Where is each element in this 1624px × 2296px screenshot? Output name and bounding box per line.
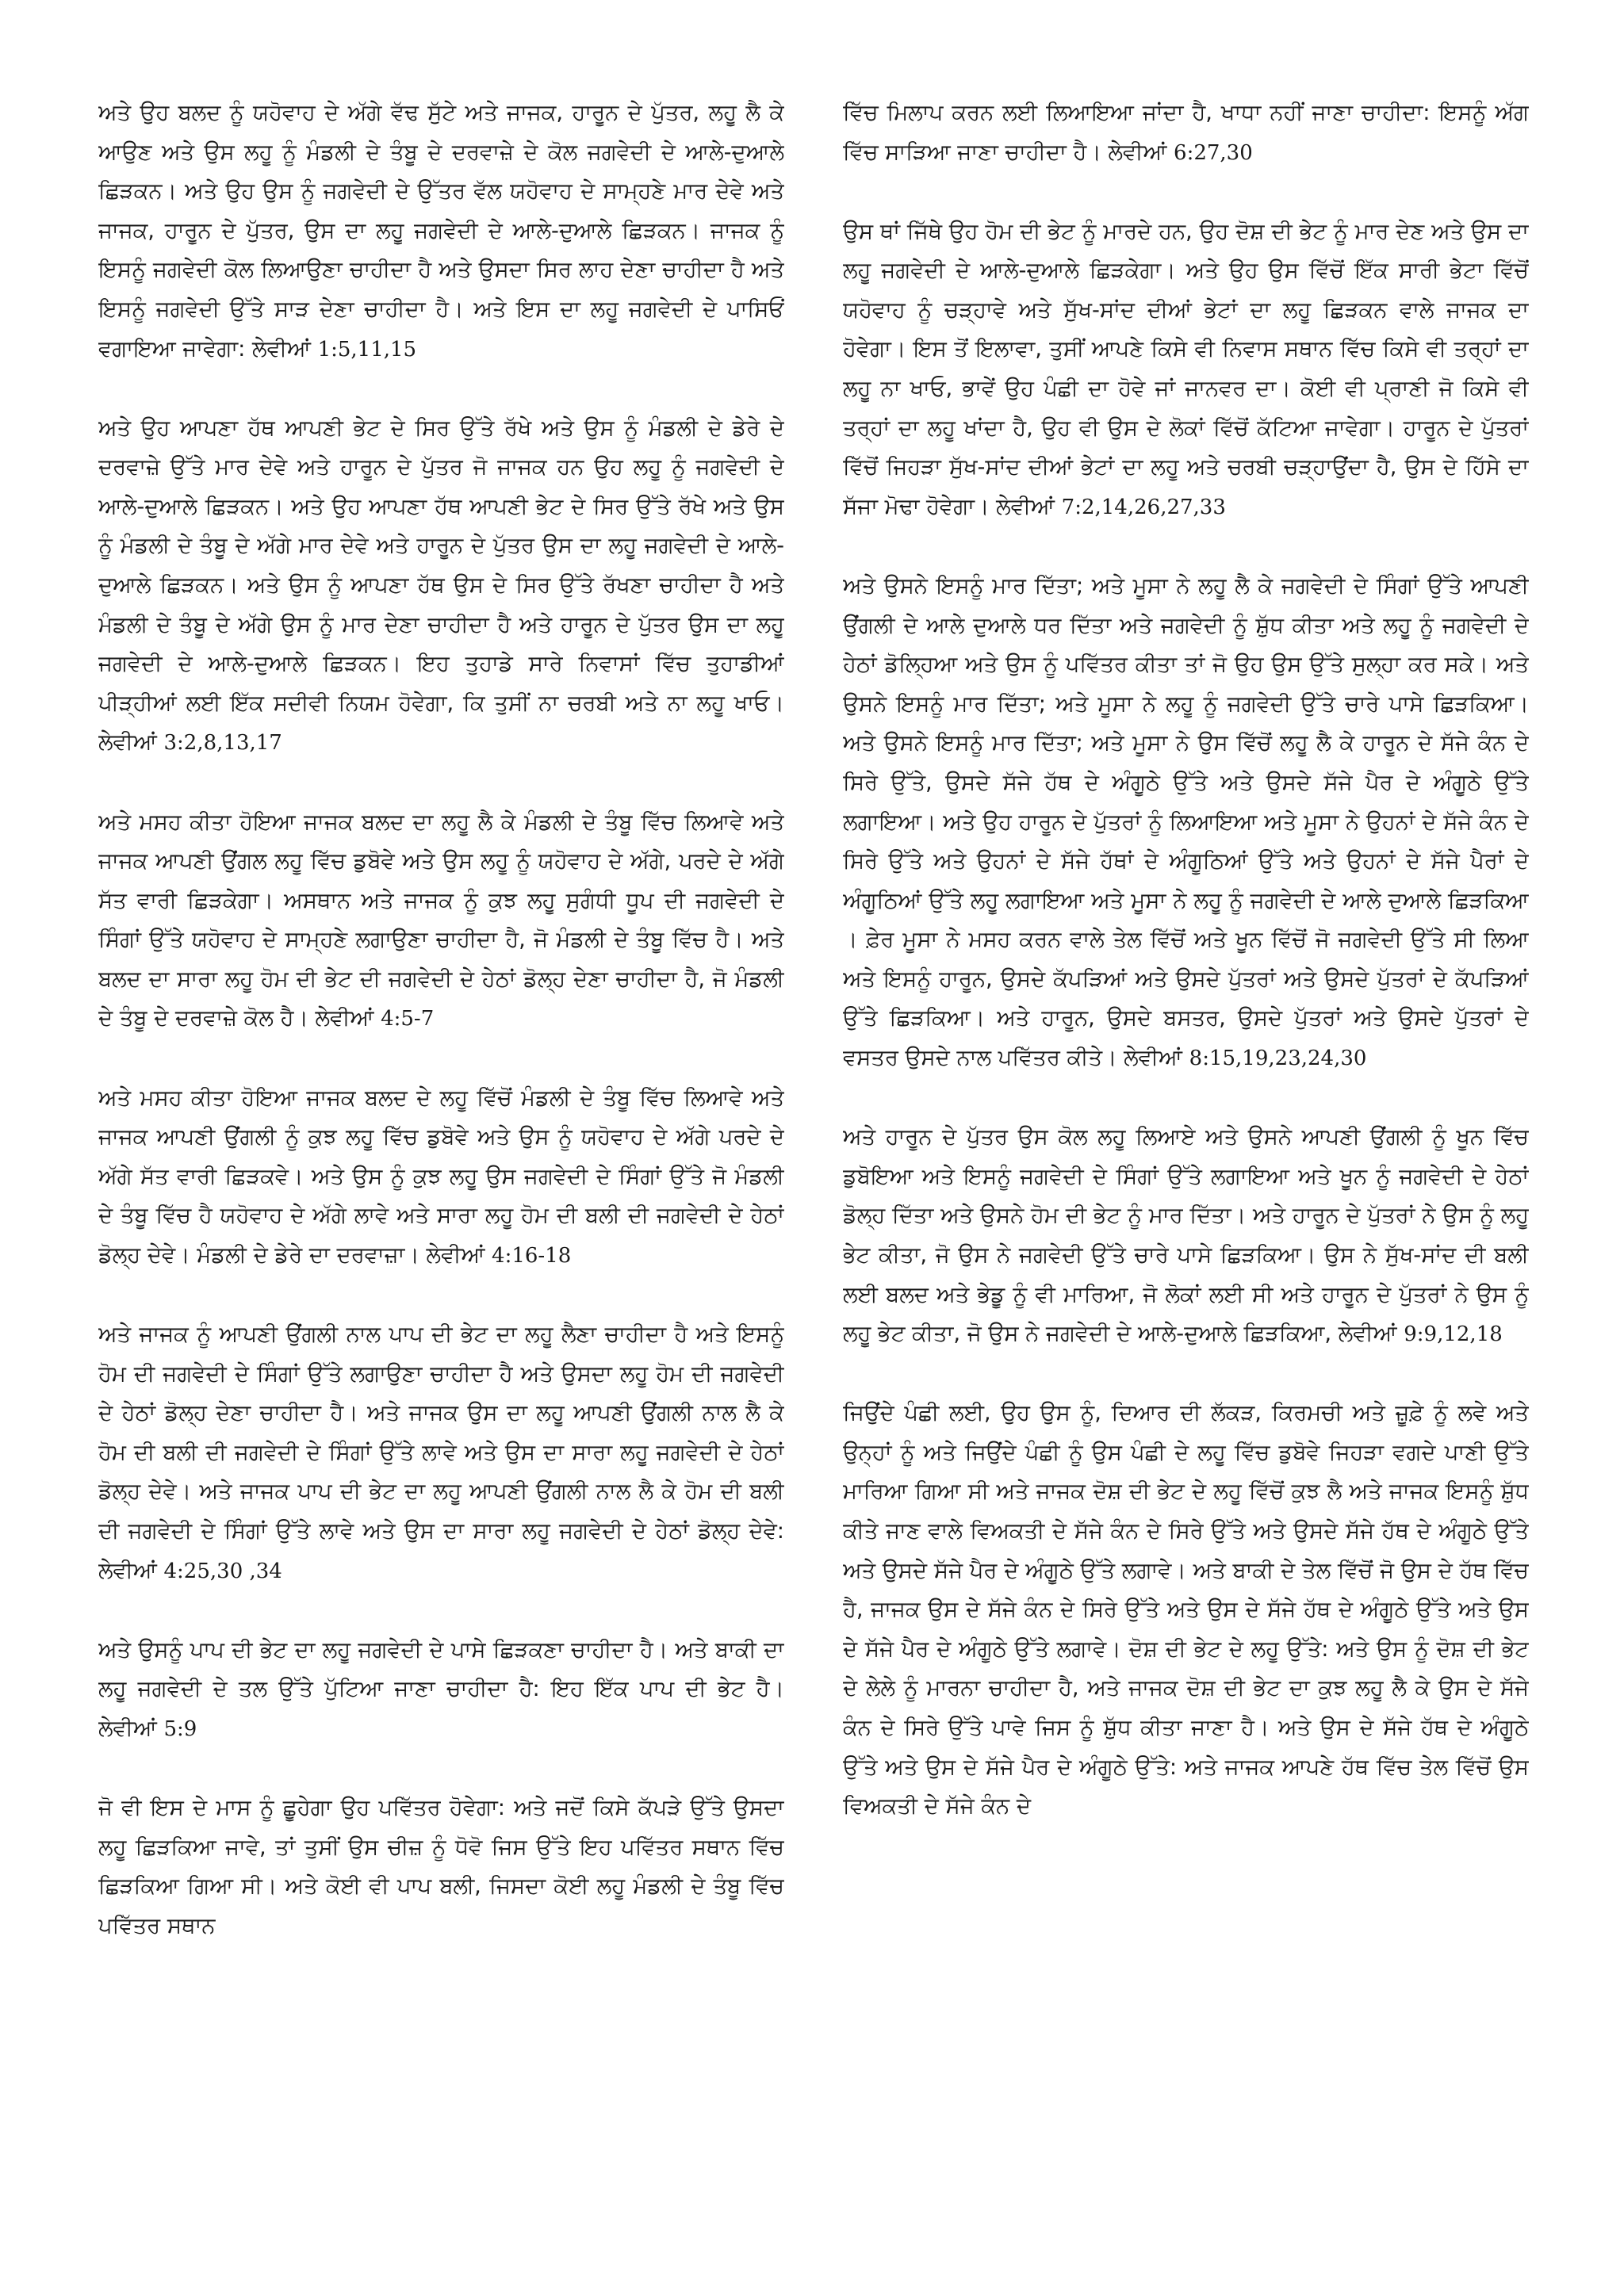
paragraph-text: ਵਿੱਚ ਮਿਲਾਪ ਕਰਨ ਲਈ ਲਿਆਇਆ ਜਾਂਦਾ ਹੈ, ਖਾਧਾ ਨਹੀਂ ਜਾਣਾ ਚਾਹੀਦਾ: ਇਸਨੂੰ ਅੱਗ ਵਿੱਚ ਸਾੜਿਆ ਜਾਣਾ ਚਾਹੀਦਾ ਹੈ। ਲੇਵੀਆਂ: [843, 101, 1529, 165]
verse-reference: 9:9,12,18: [1404, 1322, 1503, 1347]
paragraph-text: ਅਤੇ ਮਸਹ ਕੀਤਾ ਹੋਇਆ ਜਾਜਕ ਬਲਦ ਦੇ ਲਹੂ ਵਿੱਚੋਂ ਮੰਡਲੀ ਦੇ ਤੰਬੂ ਵਿੱਚ ਲਿਆਵੇ ਅਤੇ ਜਾਜਕ ਆਪਣੀ ਉਂਗਲੀ ਨੂੰ ਕੁਝ ਲਹੂ ਵਿੱਚ ਡੁਬੋਵੇ ਅਤੇ ਉਸ ਨੂੰ ਯਹੋਵਾਹ ਦੇ ਅੱਗੇ ਪਰਦੇ ਦੇ ਅੱਗੇ ਸੱਤ ਵਾਰੀ ਛਿੜਕਵੇ। ਅਤੇ ਉਸ ਨੂੰ ਕੁਝ ਲਹੂ ਉਸ ਜਗਵੇਦੀ ਦੇ ਸਿੰਗਾਂ ਉੱਤੇ ਜੋ ਮੰਡਲੀ ਦੇ ਤੰਬੂ ਵਿੱਚ ਹੈ ਯਹੋਵਾਹ ਦੇ ਅੱਗੇ ਲਾਵੇ ਅਤੇ ਸਾਰਾ ਲਹੂ ਹੋਮ ਦੀ ਬਲੀ ਦੀ ਜਗਵੇਦੀ ਦੇ ਹੇਠਾਂ ਡੋਲ੍ਹ ਦੇਵੇ। ਮੰਡਲੀ ਦੇ ਡੇਰੇ ਦਾ ਦਰਵਾਜ਼ਾ। ਲੇਵੀਆਂ: [98, 1085, 784, 1268]
paragraph-text: ਅਤੇ ਮਸਹ ਕੀਤਾ ਹੋਇਆ ਜਾਜਕ ਬਲਦ ਦਾ ਲਹੂ ਲੈ ਕੇ ਮੰਡਲੀ ਦੇ ਤੰਬੂ ਵਿੱਚ ਲਿਆਵੇ ਅਤੇ ਜਾਜਕ ਆਪਣੀ ਉਂਗਲ ਲਹੂ ਵਿੱਚ ਡੁਬੋਵੇ ਅਤੇ ਉਸ ਲਹੂ ਨੂੰ ਯਹੋਵਾਹ ਦੇ ਅੱਗੇ, ਪਰਦੇ ਦੇ ਅੱਗੇ ਸੱਤ ਵਾਰੀ ਛਿੜਕੇਗਾ। ਅਸਥਾਨ ਅਤੇ ਜਾਜਕ ਨੂੰ ਕੁਝ ਲਹੂ ਸੁਗੰਧੀ ਧੂਪ ਦੀ ਜਗਵੇਦੀ ਦੇ ਸਿੰਗਾਂ ਉੱਤੇ ਯਹੋਵਾਹ ਦੇ ਸਾਮ੍ਹਣੇ ਲਗਾਉਣਾ ਚਾਹੀਦਾ ਹੈ, ਜੋ ਮੰਡਲੀ ਦੇ ਤੰਬੂ ਵਿੱਚ ਹੈ। ਅਤੇ ਬਲਦ ਦਾ ਸਾਰਾ ਲਹੂ ਹੋਮ ਦੀ ਭੇਟ ਦੀ ਜਗਵੇਦੀ ਦੇ ਹੇਠਾਂ ਡੋਲ੍ਹ ਦੇਣਾ ਚਾਹੀਦਾ ਹੈ, ਜੋ ਮੰਡਲੀ ਦੇ ਤੰਬੂ ਦੇ ਦਰਵਾਜ਼ੇ ਕੋਲ ਹੈ। ਲੇਵੀਆਂ: [98, 809, 784, 1031]
verse-reference: 3:2,8,13,17: [163, 731, 282, 756]
paragraph: [843, 1394, 1529, 1827]
verse-reference: 5:9: [163, 1716, 197, 1741]
verse-reference: 4:5-7: [381, 1007, 435, 1031]
paragraph-text: ਉਸ ਥਾਂ ਜਿੱਥੇ ਉਹ ਹੋਮ ਦੀ ਭੇਟ ਨੂੰ ਮਾਰਦੇ ਹਨ, ਉਹ ਦੋਸ਼ ਦੀ ਭੇਟ ਨੂੰ ਮਾਰ ਦੇਣ ਅਤੇ ਉਸ ਦਾ ਲਹੂ ਜਗਵੇਦੀ ਦੇ ਆਲੇ-ਦੁਆਲੇ ਛਿੜਕੇਗਾ। ਅਤੇ ਉਹ ਉਸ ਵਿੱਚੋਂ ਇੱਕ ਸਾਰੀ ਭੇਟਾ ਵਿੱਚੋਂ ਯਹੋਵਾਹ ਨੂੰ ਚੜ੍ਹਾਵੇ ਅਤੇ ਸੁੱਖ-ਸਾਂਦ ਦੀਆਂ ਭੇਟਾਂ ਦਾ ਲਹੂ ਛਿੜਕਨ ਵਾਲੇ ਜਾਜਕ ਦਾ ਹੋਵੇਗਾ। ਇਸ ਤੋਂ ਇਲਾਵਾ, ਤੁਸੀਂ ਆਪਣੇ ਕਿਸੇ ਵੀ ਨਿਵਾਸ ਸਥਾਨ ਵਿੱਚ ਕਿਸੇ ਵੀ ਤਰ੍ਹਾਂ ਦਾ ਲਹੂ ਨਾ ਖਾਓ, ਭਾਵੇਂ ਉਹ ਪੰਛੀ ਦਾ ਹੋਵੇ ਜਾਂ ਜਾਨਵਰ ਦਾ। ਕੋਈ ਵੀ ਪ੍ਰਾਣੀ ਜੋ ਕਿਸੇ ਵੀ ਤਰ੍ਹਾਂ ਦਾ ਲਹੂ ਖਾਂਦਾ ਹੈ, ਉਹ ਵੀ ਉਸ ਦੇ ਲੋਕਾਂ ਵਿੱਚੋਂ ਕੱਟਿਆ ਜਾਵੇਗਾ। ਹਾਰੂਨ ਦੇ ਪੁੱਤਰਾਂ ਵਿੱਚੋਂ ਜਿਹੜਾ ਸੁੱਖ-ਸਾਂਦ ਦੀਆਂ ਭੇਟਾਂ ਦਾ ਲਹੂ ਅਤੇ ਚਰਬੀ ਚੜ੍ਹਾਉਂਦਾ ਹੈ, ਉਸ ਦੇ ਹਿੱਸੇ ਦਾ ਸੱਜਾ ਮੋਢਾ ਹੋਵੇਗਾ। ਲੇਵੀਆਂ: [843, 219, 1529, 519]
paragraph: [843, 1118, 1529, 1355]
left-column: [98, 94, 784, 2233]
verse-reference: 6:27,30: [1174, 140, 1253, 165]
paragraph: [98, 1631, 784, 1750]
verse-reference: 4:25,30 ,34: [163, 1559, 282, 1583]
paragraph-text: ਜਿਉਂਦੇ ਪੰਛੀ ਲਈ, ਉਹ ਉਸ ਨੂੰ, ਦਿਆਰ ਦੀ ਲੱਕੜ, ਕਿਰਮਚੀ ਅਤੇ ਜ਼ੂਫ਼ੇ ਨੂੰ ਲਵੇ ਅਤੇ ਉਨ੍ਹਾਂ ਨੂੰ ਅਤੇ ਜਿਉਂਦੇ ਪੰਛੀ ਨੂੰ ਉਸ ਪੰਛੀ ਦੇ ਲਹੂ ਵਿੱਚ ਡੁਬੋਵੇ ਜਿਹੜਾ ਵਗਦੇ ਪਾਣੀ ਉੱਤੇ ਮਾਰਿਆ ਗਿਆ ਸੀ ਅਤੇ ਜਾਜਕ ਦੋਸ਼ ਦੀ ਭੇਟ ਦੇ ਲਹੂ ਵਿੱਚੋਂ ਕੁਝ ਲੈ ਅਤੇ ਜਾਜਕ ਇਸਨੂੰ ਸ਼ੁੱਧ ਕੀਤੇ ਜਾਣ ਵਾਲੇ ਵਿਅਕਤੀ ਦੇ ਸੱਜੇ ਕੰਨ ਦੇ ਸਿਰੇ ਉੱਤੇ ਅਤੇ ਉਸਦੇ ਸੱਜੇ ਹੱਥ ਦੇ ਅੰਗੂਠੇ ਉੱਤੇ ਅਤੇ ਉਸਦੇ ਸੱਜੇ ਪੈਰ ਦੇ ਅੰਗੂਠੇ ਉੱਤੇ ਲਗਾਵੇ। ਅਤੇ ਬਾਕੀ ਦੇ ਤੇਲ ਵਿੱਚੋਂ ਜੋ ਉਸ ਦੇ ਹੱਥ ਵਿੱਚ ਹੈ, ਜਾਜਕ ਉਸ ਦੇ ਸੱਜੇ ਕੰਨ ਦੇ ਸਿਰੇ ਉੱਤੇ ਅਤੇ ਉਸ ਦੇ ਸੱਜੇ ਹੱਥ ਦੇ ਅੰਗੂਠੇ ਉੱਤੇ ਅਤੇ ਉਸ ਦੇ ਸੱਜੇ ਪੈਰ ਦੇ ਅੰਗੂਠੇ ਉੱਤੇ ਲਗਾਵੇ। ਦੋਸ਼ ਦੀ ਭੇਟ ਦੇ ਲਹੂ ਉੱਤੇ: ਅਤੇ ਉਸ ਨੂੰ ਦੋਸ਼ ਦੀ ਭੇਟ ਦੇ ਲੇਲੇ ਨੂੰ ਮਾਰਨਾ ਚਾਹੀਦਾ ਹੈ, ਅਤੇ ਜਾਜਕ ਦੋਸ਼ ਦੀ ਭੇਟ ਦਾ ਕੁਝ ਲਹੂ ਲੈ ਕੇ ਉਸ ਦੇ ਸੱਜੇ ਕੰਨ ਦੇ ਸਿਰੇ ਉੱਤੇ ਪਾਵੇ ਜਿਸ ਨੂੰ ਸ਼ੁੱਧ ਕੀਤਾ ਜਾਣਾ ਹੈ। ਅਤੇ ਉਸ ਦੇ ਸੱਜੇ ਹੱਥ ਦੇ ਅੰਗੂਠੇ ਉੱਤੇ ਅਤੇ ਉਸ ਦੇ ਸੱਜੇ ਪੈਰ ਦੇ ਅੰਗੂਠੇ ਉੱਤੇ: ਅਤੇ ਜਾਜਕ ਆਪਣੇ ਹੱਥ ਵਿੱਚ ਤੇਲ ਵਿੱਚੋਂ ਉਸ ਵਿਅਕਤੀ ਦੇ ਸੱਜੇ ਕੰਨ ਦੇ: [843, 1401, 1529, 1820]
paragraph-text: ਅਤੇ ਉਹ ਬਲਦ ਨੂੰ ਯਹੋਵਾਹ ਦੇ ਅੱਗੇ ਵੱਢ ਸੁੱਟੇ ਅਤੇ ਜਾਜਕ, ਹਾਰੂਨ ਦੇ ਪੁੱਤਰ, ਲਹੂ ਲੈ ਕੇ ਆਉਣ ਅਤੇ ਉਸ ਲਹੂ ਨੂੰ ਮੰਡਲੀ ਦੇ ਤੰਬੂ ਦੇ ਦਰਵਾਜ਼ੇ ਦੇ ਕੋਲ ਜਗਵੇਦੀ ਦੇ ਆਲੇ-ਦੁਆਲੇ ਛਿੜਕਨ। ਅਤੇ ਉਹ ਉਸ ਨੂੰ ਜਗਵੇਦੀ ਦੇ ਉੱਤਰ ਵੱਲ ਯਹੋਵਾਹ ਦੇ ਸਾਮ੍ਹਣੇ ਮਾਰ ਦੇਵੇ ਅਤੇ ਜਾਜਕ, ਹਾਰੂਨ ਦੇ ਪੁੱਤਰ, ਉਸ ਦਾ ਲਹੂ ਜਗਵੇਦੀ ਦੇ ਆਲੇ-ਦੁਆਲੇ ਛਿੜਕਨ। ਜਾਜਕ ਨੂੰ ਇਸਨੂੰ ਜਗਵੇਦੀ ਕੋਲ ਲਿਆਉਣਾ ਚਾਹੀਦਾ ਹੈ ਅਤੇ ਉਸਦਾ ਸਿਰ ਲਾਹ ਦੇਣਾ ਚਾਹੀਦਾ ਹੈ ਅਤੇ ਇਸਨੂੰ ਜਗਵੇਦੀ ਉੱਤੇ ਸਾੜ ਦੇਣਾ ਚਾਹੀਦਾ ਹੈ। ਅਤੇ ਇਸ ਦਾ ਲਹੂ ਜਗਵੇਦੀ ਦੇ ਪਾਸਿਓਂ ਵਗਾਇਆ ਜਾਵੇਗਾ: ਲੇਵੀਆਂ: [98, 101, 784, 362]
paragraph: [843, 94, 1529, 173]
paragraph: [98, 94, 784, 369]
paragraph-text: ਅਤੇ ਉਸਨੂੰ ਪਾਪ ਦੀ ਭੇਟ ਦਾ ਲਹੂ ਜਗਵੇਦੀ ਦੇ ਪਾਸੇ ਛਿੜਕਣਾ ਚਾਹੀਦਾ ਹੈ। ਅਤੇ ਬਾਕੀ ਦਾ ਲਹੂ ਜਗਵੇਦੀ ਦੇ ਤਲ ਉੱਤੇ ਪੁੱਟਿਆ ਜਾਣਾ ਚਾਹੀਦਾ ਹੈ: ਇਹ ਇੱਕ ਪਾਪ ਦੀ ਭੇਟ ਹੈ। ਲੇਵੀਆਂ: [98, 1637, 784, 1741]
paragraph: [843, 567, 1529, 1079]
paragraph: [98, 1079, 784, 1276]
paragraph: [98, 1789, 784, 1946]
right-column: [843, 94, 1529, 2233]
paragraph-text: ਅਤੇ ਉਸਨੇ ਇਸਨੂੰ ਮਾਰ ਦਿੱਤਾ; ਅਤੇ ਮੂਸਾ ਨੇ ਲਹੂ ਲੈ ਕੇ ਜਗਵੇਦੀ ਦੇ ਸਿੰਗਾਂ ਉੱਤੇ ਆਪਣੀ ਉਂਗਲੀ ਦੇ ਆਲੇ ਦੁਆਲੇ ਧਰ ਦਿੱਤਾ ਅਤੇ ਜਗਵੇਦੀ ਨੂੰ ਸ਼ੁੱਧ ਕੀਤਾ ਅਤੇ ਲਹੂ ਨੂੰ ਜਗਵੇਦੀ ਦੇ ਹੇਠਾਂ ਡੋਲ੍ਹਿਆ ਅਤੇ ਉਸ ਨੂੰ ਪਵਿੱਤਰ ਕੀਤਾ ਤਾਂ ਜੋ ਉਹ ਉਸ ਉੱਤੇ ਸੁਲ੍ਹਾ ਕਰ ਸਕੇ। ਅਤੇ ਉਸਨੇ ਇਸਨੂੰ ਮਾਰ ਦਿੱਤਾ; ਅਤੇ ਮੂਸਾ ਨੇ ਲਹੂ ਨੂੰ ਜਗਵੇਦੀ ਉੱਤੇ ਚਾਰੇ ਪਾਸੇ ਛਿੜਕਿਆ। ਅਤੇ ਉਸਨੇ ਇਸਨੂੰ ਮਾਰ ਦਿੱਤਾ; ਅਤੇ ਮੂਸਾ ਨੇ ਉਸ ਵਿੱਚੋਂ ਲਹੂ ਲੈ ਕੇ ਹਾਰੂਨ ਦੇ ਸੱਜੇ ਕੰਨ ਦੇ ਸਿਰੇ ਉੱਤੇ, ਉਸਦੇ ਸੱਜੇ ਹੱਥ ਦੇ ਅੰਗੂਠੇ ਉੱਤੇ ਅਤੇ ਉਸਦੇ ਸੱਜੇ ਪੈਰ ਦੇ ਅੰਗੂਠੇ ਉੱਤੇ ਲਗਾਇਆ। ਅਤੇ ਉਹ ਹਾਰੂਨ ਦੇ ਪੁੱਤਰਾਂ ਨੂੰ ਲਿਆਇਆ ਅਤੇ ਮੂਸਾ ਨੇ ਉਹਨਾਂ ਦੇ ਸੱਜੇ ਕੰਨ ਦੇ ਸਿਰੇ ਉੱਤੇ ਅਤੇ ਉਹਨਾਂ ਦੇ ਸੱਜੇ ਹੱਥਾਂ ਦੇ ਅੰਗੂਠਿਆਂ ਉੱਤੇ ਅਤੇ ਉਹਨਾਂ ਦੇ ਸੱਜੇ ਪੈਰਾਂ ਦੇ ਅੰਗੂਠਿਆਂ ਉੱਤੇ ਲਹੂ ਲਗਾਇਆ ਅਤੇ ਮੂਸਾ ਨੇ ਲਹੂ ਨੂੰ ਜਗਵੇਦੀ ਦੇ ਆਲੇ ਦੁਆਲੇ ਛਿੜਕਿਆ । ਫ਼ੇਰ ਮੂਸਾ ਨੇ ਮਸਹ ਕਰਨ ਵਾਲੇ ਤੇਲ ਵਿੱਚੋਂ ਅਤੇ ਖੂਨ ਵਿੱਚੋਂ ਜੋ ਜਗਵੇਦੀ ਉੱਤੇ ਸੀ ਲਿਆ ਅਤੇ ਇਸਨੂੰ ਹਾਰੂਨ, ਉਸਦੇ ਕੱਪੜਿਆਂ ਅਤੇ ਉਸਦੇ ਪੁੱਤਰਾਂ ਅਤੇ ਉਸਦੇ ਪੁੱਤਰਾਂ ਦੇ ਕੱਪੜਿਆਂ ਉੱਤੇ ਛਿੜਕਿਆ। ਅਤੇ ਹਾਰੂਨ, ਉਸਦੇ ਬਸਤਰ, ਉਸਦੇ ਪੁੱਤਰਾਂ ਅਤੇ ਉਸਦੇ ਪੁੱਤਰਾਂ ਦੇ ਵਸਤਰ ਉਸਦੇ ਨਾਲ ਪਵਿੱਤਰ ਕੀਤੇ। ਲੇਵੀਆਂ: [843, 573, 1529, 1071]
paragraph-text: ਅਤੇ ਹਾਰੂਨ ਦੇ ਪੁੱਤਰ ਉਸ ਕੋਲ ਲਹੂ ਲਿਆਏ ਅਤੇ ਉਸਨੇ ਆਪਣੀ ਉਂਗਲੀ ਨੂੰ ਖੂਨ ਵਿੱਚ ਡੁਬੋਇਆ ਅਤੇ ਇਸਨੂੰ ਜਗਵੇਦੀ ਦੇ ਸਿੰਗਾਂ ਉੱਤੇ ਲਗਾਇਆ ਅਤੇ ਖੂਨ ਨੂੰ ਜਗਵੇਦੀ ਦੇ ਹੇਠਾਂ ਡੋਲ੍ਹ ਦਿੱਤਾ ਅਤੇ ਉਸਨੇ ਹੋਮ ਦੀ ਭੇਟ ਨੂੰ ਮਾਰ ਦਿੱਤਾ। ਅਤੇ ਹਾਰੂਨ ਦੇ ਪੁੱਤਰਾਂ ਨੇ ਉਸ ਨੂੰ ਲਹੂ ਭੇਟ ਕੀਤਾ, ਜੋ ਉਸ ਨੇ ਜਗਵੇਦੀ ਉੱਤੇ ਚਾਰੇ ਪਾਸੇ ਛਿੜਕਿਆ। ਉਸ ਨੇ ਸੁੱਖ-ਸਾਂਦ ਦੀ ਬਲੀ ਲਈ ਬਲਦ ਅਤੇ ਭੇਡੂ ਨੂੰ ਵੀ ਮਾਰਿਆ, ਜੋ ਲੋਕਾਂ ਲਈ ਸੀ ਅਤੇ ਹਾਰੂਨ ਦੇ ਪੁੱਤਰਾਂ ਨੇ ਉਸ ਨੂੰ ਲਹੂ ਭੇਟ ਕੀਤਾ, ਜੋ ਉਸ ਨੇ ਜਗਵੇਦੀ ਦੇ ਆਲੇ-ਦੁਆਲੇ ਛਿੜਕਿਆ, ਲੇਵੀਆਂ: [843, 1125, 1529, 1347]
verse-reference: 7:2,14,26,27,33: [1061, 495, 1226, 519]
paragraph: [98, 1315, 784, 1591]
paragraph-text: ਜੋ ਵੀ ਇਸ ਦੇ ਮਾਸ ਨੂੰ ਛੂਹੇਗਾ ਉਹ ਪਵਿੱਤਰ ਹੋਵੇਗਾ: ਅਤੇ ਜਦੋਂ ਕਿਸੇ ਕੱਪੜੇ ਉੱਤੇ ਉਸਦਾ ਲਹੂ ਛਿੜਕਿਆ ਜਾਵੇ, ਤਾਂ ਤੁਸੀਂ ਉਸ ਚੀਜ਼ ਨੂੰ ਧੋਵੋ ਜਿਸ ਉੱਤੇ ਇਹ ਪਵਿੱਤਰ ਸਥਾਨ ਵਿੱਚ ਛਿੜਕਿਆ ਗਿਆ ਸੀ। ਅਤੇ ਕੋਈ ਵੀ ਪਾਪ ਬਲੀ, ਜਿਸਦਾ ਕੋਈ ਲਹੂ ਮੰਡਲੀ ਦੇ ਤੰਬੂ ਵਿੱਚ ਪਵਿੱਤਰ ਸਥਾਨ: [98, 1795, 784, 1938]
paragraph: [98, 803, 784, 1040]
paragraph: [98, 409, 784, 763]
paragraph-text: ਅਤੇ ਉਹ ਆਪਣਾ ਹੱਥ ਆਪਣੀ ਭੇਟ ਦੇ ਸਿਰ ਉੱਤੇ ਰੱਖੇ ਅਤੇ ਉਸ ਨੂੰ ਮੰਡਲੀ ਦੇ ਡੇਰੇ ਦੇ ਦਰਵਾਜ਼ੇ ਉੱਤੇ ਮਾਰ ਦੇਵੇ ਅਤੇ ਹਾਰੂਨ ਦੇ ਪੁੱਤਰ ਜੋ ਜਾਜਕ ਹਨ ਉਹ ਲਹੂ ਨੂੰ ਜਗਵੇਦੀ ਦੇ ਆਲੇ-ਦੁਆਲੇ ਛਿੜਕਨ। ਅਤੇ ਉਹ ਆਪਣਾ ਹੱਥ ਆਪਣੀ ਭੇਟ ਦੇ ਸਿਰ ਉੱਤੇ ਰੱਖੇ ਅਤੇ ਉਸ ਨੂੰ ਮੰਡਲੀ ਦੇ ਤੰਬੂ ਦੇ ਅੱਗੇ ਮਾਰ ਦੇਵੇ ਅਤੇ ਹਾਰੂਨ ਦੇ ਪੁੱਤਰ ਉਸ ਦਾ ਲਹੂ ਜਗਵੇਦੀ ਦੇ ਆਲੇ-ਦੁਆਲੇ ਛਿੜਕਨ। ਅਤੇ ਉਸ ਨੂੰ ਆਪਣਾ ਹੱਥ ਉਸ ਦੇ ਸਿਰ ਉੱਤੇ ਰੱਖਣਾ ਚਾਹੀਦਾ ਹੈ ਅਤੇ ਮੰਡਲੀ ਦੇ ਤੰਬੂ ਦੇ ਅੱਗੇ ਉਸ ਨੂੰ ਮਾਰ ਦੇਣਾ ਚਾਹੀਦਾ ਹੈ ਅਤੇ ਹਾਰੂਨ ਦੇ ਪੁੱਤਰ ਉਸ ਦਾ ਲਹੂ ਜਗਵੇਦੀ ਦੇ ਆਲੇ-ਦੁਆਲੇ ਛਿੜਕਨ। ਇਹ ਤੁਹਾਡੇ ਸਾਰੇ ਨਿਵਾਸਾਂ ਵਿੱਚ ਤੁਹਾਡੀਆਂ ਪੀੜ੍ਹੀਆਂ ਲਈ ਇੱਕ ਸਦੀਵੀ ਨਿਯਮ ਹੋਵੇਗਾ, ਕਿ ਤੁਸੀਂ ਨਾ ਚਰਬੀ ਅਤੇ ਨਾ ਲਹੂ ਖਾਓ। ਲੇਵੀਆਂ: [98, 415, 784, 756]
paragraph: [843, 212, 1529, 528]
paragraph-text: ਅਤੇ ਜਾਜਕ ਨੂੰ ਆਪਣੀ ਉਂਗਲੀ ਨਾਲ ਪਾਪ ਦੀ ਭੇਟ ਦਾ ਲਹੂ ਲੈਣਾ ਚਾਹੀਦਾ ਹੈ ਅਤੇ ਇਸਨੂੰ ਹੋਮ ਦੀ ਜਗਵੇਦੀ ਦੇ ਸਿੰਗਾਂ ਉੱਤੇ ਲਗਾਉਣਾ ਚਾਹੀਦਾ ਹੈ ਅਤੇ ਉਸਦਾ ਲਹੂ ਹੋਮ ਦੀ ਜਗਵੇਦੀ ਦੇ ਹੇਠਾਂ ਡੋਲ੍ਹ ਦੇਣਾ ਚਾਹੀਦਾ ਹੈ। ਅਤੇ ਜਾਜਕ ਉਸ ਦਾ ਲਹੂ ਆਪਣੀ ਉਂਗਲੀ ਨਾਲ ਲੈ ਕੇ ਹੋਮ ਦੀ ਬਲੀ ਦੀ ਜਗਵੇਦੀ ਦੇ ਸਿੰਗਾਂ ਉੱਤੇ ਲਾਵੇ ਅਤੇ ਉਸ ਦਾ ਸਾਰਾ ਲਹੂ ਜਗਵੇਦੀ ਦੇ ਹੇਠਾਂ ਡੋਲ੍ਹ ਦੇਵੇ। ਅਤੇ ਜਾਜਕ ਪਾਪ ਦੀ ਭੇਟ ਦਾ ਲਹੂ ਆਪਣੀ ਉਂਗਲੀ ਨਾਲ ਲੈ ਕੇ ਹੋਮ ਦੀ ਬਲੀ ਦੀ ਜਗਵੇਦੀ ਦੇ ਸਿੰਗਾਂ ਉੱਤੇ ਲਾਵੇ ਅਤੇ ਉਸ ਦਾ ਸਾਰਾ ਲਹੂ ਜਗਵੇਦੀ ਦੇ ਹੇਠਾਂ ਡੋਲ੍ਹ ਦੇਵੇ: ਲੇਵੀਆਂ: [98, 1322, 784, 1583]
verse-reference: 8:15,19,23,24,30: [1189, 1047, 1367, 1071]
verse-reference: 1:5,11,15: [317, 337, 417, 362]
verse-reference: 4:16-18: [492, 1243, 572, 1268]
